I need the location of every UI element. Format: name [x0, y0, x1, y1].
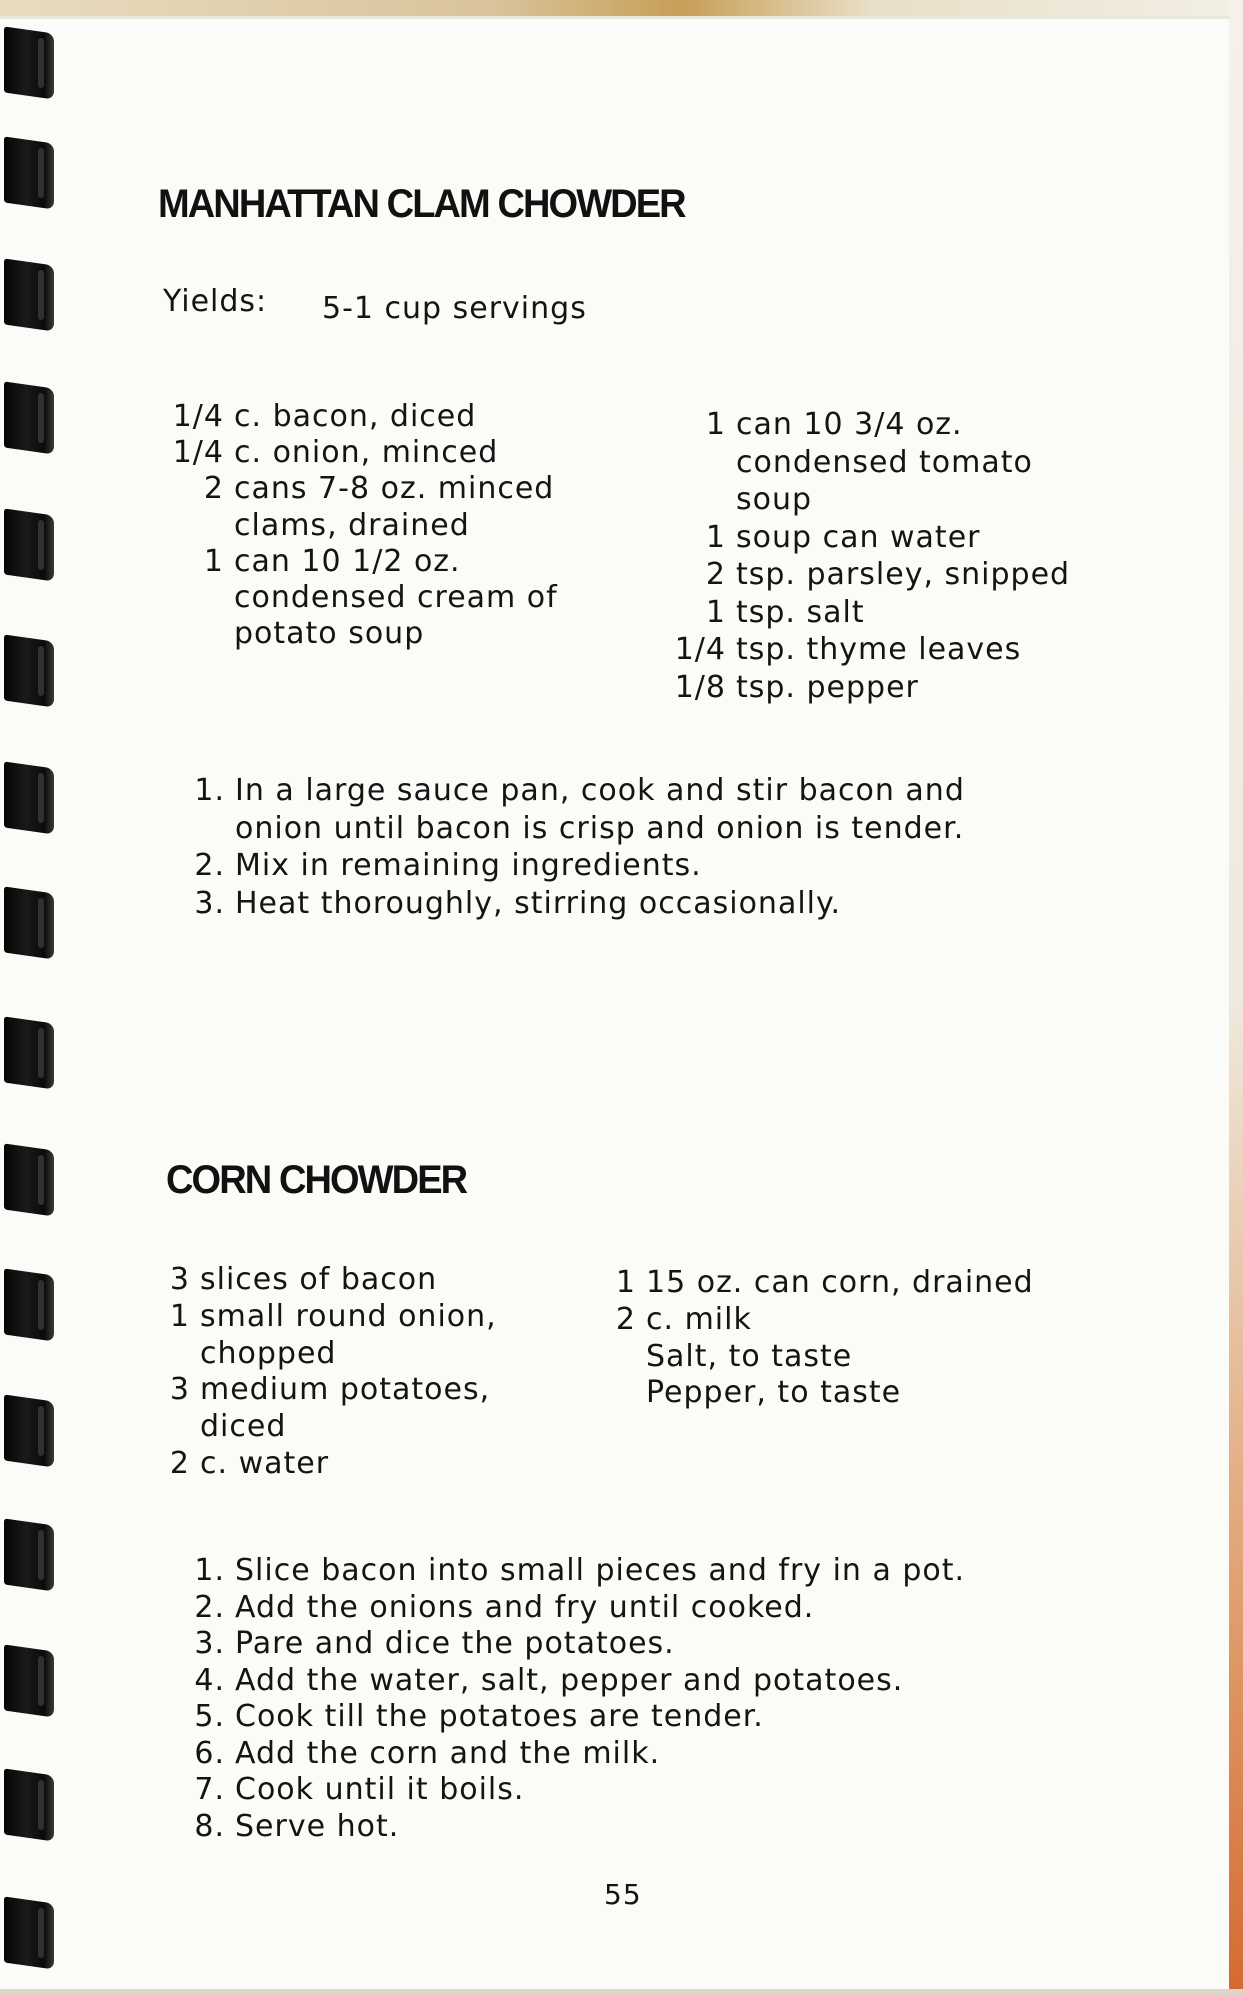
- ingredient-item-text: potato soup: [234, 616, 425, 652]
- ingredient-item: [705, 519, 981, 556]
- instruction-step: [194, 1735, 661, 1772]
- instruction-step-text: Add the water, salt, pepper and potatoes.: [235, 1662, 904, 1698]
- page-right-edge: [1229, 0, 1243, 1995]
- binding-ring: [0, 638, 56, 704]
- ingredient-item-number: 1: [203, 543, 224, 579]
- ingredient-item-text: small round onion,: [200, 1298, 497, 1334]
- instruction-step-text: Mix in remaining ingredients.: [235, 848, 702, 883]
- instruction-step-number: 4.: [194, 1662, 225, 1698]
- instruction-step: [194, 1662, 904, 1699]
- ingredient-item-text: condensed cream of: [234, 580, 558, 615]
- instruction-step-number: 3.: [194, 1626, 225, 1661]
- ingredient-item: [646, 1374, 901, 1411]
- binding-ring: [0, 1648, 56, 1714]
- instruction-step-text: Slice bacon into small pieces and fry in a pot.: [235, 1553, 966, 1588]
- ingredient-item-text: condensed tomato: [736, 444, 1033, 480]
- ingredient-item: [200, 1408, 286, 1445]
- page-bottom-edge: [0, 1989, 1243, 1995]
- ingredient-item-number: 1/4: [172, 399, 224, 434]
- ingredient-item-text: can 10 1/2 oz.: [234, 543, 461, 579]
- ingredient-item-number: 1: [705, 407, 726, 442]
- ingredient-item: [200, 1335, 336, 1372]
- ingredient-item-text: tsp. pepper: [736, 669, 919, 705]
- instruction-step-number: 5.: [194, 1699, 225, 1734]
- ingredient-item-number: 2: [705, 557, 726, 592]
- instruction-step-number: 8.: [194, 1808, 225, 1844]
- ingredient-item-text: slices of bacon: [200, 1262, 438, 1297]
- ingredient-item: [234, 615, 424, 652]
- ingredient-item-text: cans 7-8 oz. minced: [234, 471, 555, 507]
- instruction-step-number: 2.: [194, 1589, 225, 1625]
- ingredient-item: [169, 1445, 330, 1482]
- ingredient-item-text: c. bacon, diced: [234, 399, 477, 434]
- page-top-edge-line: [0, 16, 1243, 19]
- instruction-step: [194, 1771, 525, 1808]
- ingredient-item-text: Pepper, to taste: [646, 1375, 902, 1411]
- binding-ring: [0, 1522, 56, 1588]
- ingredient-item: [705, 556, 1071, 593]
- ingredient-item: [203, 543, 461, 580]
- ingredient-item-text: Salt, to taste: [646, 1338, 853, 1374]
- instruction-step-text: Cook till the potatoes are tender.: [235, 1699, 764, 1734]
- instruction-step-number: 3.: [194, 885, 225, 921]
- instruction-step-text: Heat thoroughly, stirring occasionally.: [235, 885, 842, 921]
- recipe-title: CORN CHOWDER: [166, 1158, 467, 1202]
- ingredient-item: [203, 470, 555, 507]
- ingredient-item-text: diced: [200, 1409, 287, 1445]
- instruction-step-text: Pare and dice the potatoes.: [235, 1626, 675, 1661]
- ingredient-item-number: 3: [169, 1372, 190, 1408]
- ingredient-item-number: 2: [169, 1446, 190, 1481]
- ingredient-item-number: 1/4: [674, 632, 726, 667]
- ingredient-item-text: soup: [736, 482, 813, 517]
- ingredient-item-text: tsp. thyme leaves: [736, 632, 1022, 667]
- yields-label: Yields:: [163, 284, 268, 319]
- ingredient-item-text: medium potatoes,: [200, 1372, 491, 1408]
- ingredient-item: [674, 631, 1022, 668]
- binding-ring: [0, 512, 56, 578]
- ingredient-item-text: c. milk: [646, 1301, 752, 1337]
- ingredient-item-number: 1/4: [172, 435, 224, 471]
- ingredient-item: [234, 507, 470, 544]
- instruction-step-number: 2.: [194, 848, 225, 883]
- yields-value: 5-1 cup servings: [322, 291, 587, 326]
- ingredient-item: [705, 594, 865, 631]
- ingredient-item: [646, 1338, 852, 1375]
- ingredient-item-text: chopped: [200, 1335, 337, 1371]
- ingredient-item: [674, 669, 919, 706]
- instruction-step-text: In a large sauce pan, cook and stir bacon and: [235, 773, 965, 808]
- instruction-step-number: 7.: [194, 1772, 225, 1807]
- ingredient-item: [172, 434, 499, 471]
- instruction-step-text: Cook until it boils.: [235, 1772, 525, 1807]
- binding-ring: [0, 385, 56, 451]
- ingredient-item-text: c. water: [200, 1446, 330, 1481]
- ingredient-item: [169, 1298, 497, 1335]
- instruction-step-text: Serve hot.: [235, 1808, 400, 1844]
- ingredient-item-number: 1: [705, 519, 726, 555]
- instruction-step: [194, 1589, 815, 1626]
- ingredient-item-number: 1: [169, 1298, 190, 1334]
- ingredient-item: [615, 1264, 1034, 1301]
- binding-ring: [0, 765, 56, 831]
- recipe-title: MANHATTAN CLAM CHOWDER: [158, 182, 685, 226]
- instruction-step: [194, 885, 842, 922]
- spiral-binding: [0, 0, 60, 1995]
- instruction-step: [194, 1625, 675, 1662]
- instruction-step-number: 6.: [194, 1735, 225, 1771]
- ingredient-item-number: 1/8: [674, 669, 726, 705]
- ingredient-item-number: 2: [615, 1301, 636, 1337]
- ingredient-item-number: 3: [169, 1262, 190, 1297]
- instruction-step: [194, 847, 702, 884]
- ingredient-item-number: 1: [705, 594, 726, 630]
- ingredient-item-text: can 10 3/4 oz.: [736, 407, 963, 442]
- ingredient-item: [169, 1371, 491, 1408]
- binding-ring: [0, 1772, 56, 1838]
- instruction-step-number: 1.: [194, 773, 225, 808]
- binding-ring: [0, 890, 56, 956]
- binding-ring: [0, 30, 56, 96]
- binding-ring: [0, 1398, 56, 1464]
- page-number: 55: [604, 1878, 642, 1911]
- instruction-step-text: onion until bacon is crisp and onion is tender.: [235, 810, 965, 846]
- ingredient-item-number: 2: [203, 471, 224, 507]
- ingredient-item-text: c. onion, minced: [234, 435, 499, 471]
- instruction-step-number: 1.: [194, 1553, 225, 1588]
- instruction-step-text: Add the corn and the milk.: [235, 1735, 661, 1771]
- binding-ring: [0, 1020, 56, 1086]
- ingredient-item-text: 15 oz. can corn, drained: [646, 1265, 1034, 1300]
- instruction-step: [194, 1808, 400, 1845]
- ingredient-item-text: soup can water: [736, 519, 981, 555]
- instruction-step: [194, 1552, 966, 1589]
- binding-ring: [0, 262, 56, 328]
- ingredient-item: [736, 481, 812, 518]
- instruction-step: [235, 810, 964, 847]
- ingredient-item: [172, 398, 477, 435]
- ingredient-item: [234, 579, 558, 616]
- binding-ring: [0, 140, 56, 206]
- ingredient-item: [705, 406, 963, 443]
- ingredient-item-text: tsp. salt: [736, 594, 865, 630]
- ingredient-item: [169, 1261, 438, 1298]
- instruction-step: [194, 772, 965, 809]
- ingredient-item: [615, 1301, 752, 1338]
- instruction-step: [194, 1698, 764, 1735]
- page-top-edge: [0, 0, 1243, 16]
- ingredient-item-text: clams, drained: [234, 507, 470, 543]
- ingredient-item-text: tsp. parsley, snipped: [736, 557, 1071, 592]
- instruction-step-text: Add the onions and fry until cooked.: [235, 1589, 815, 1625]
- ingredient-item-number: 1: [615, 1265, 636, 1300]
- ingredient-item: [736, 444, 1033, 481]
- binding-ring: [0, 1147, 56, 1213]
- binding-ring: [0, 1272, 56, 1338]
- binding-ring: [0, 1900, 56, 1966]
